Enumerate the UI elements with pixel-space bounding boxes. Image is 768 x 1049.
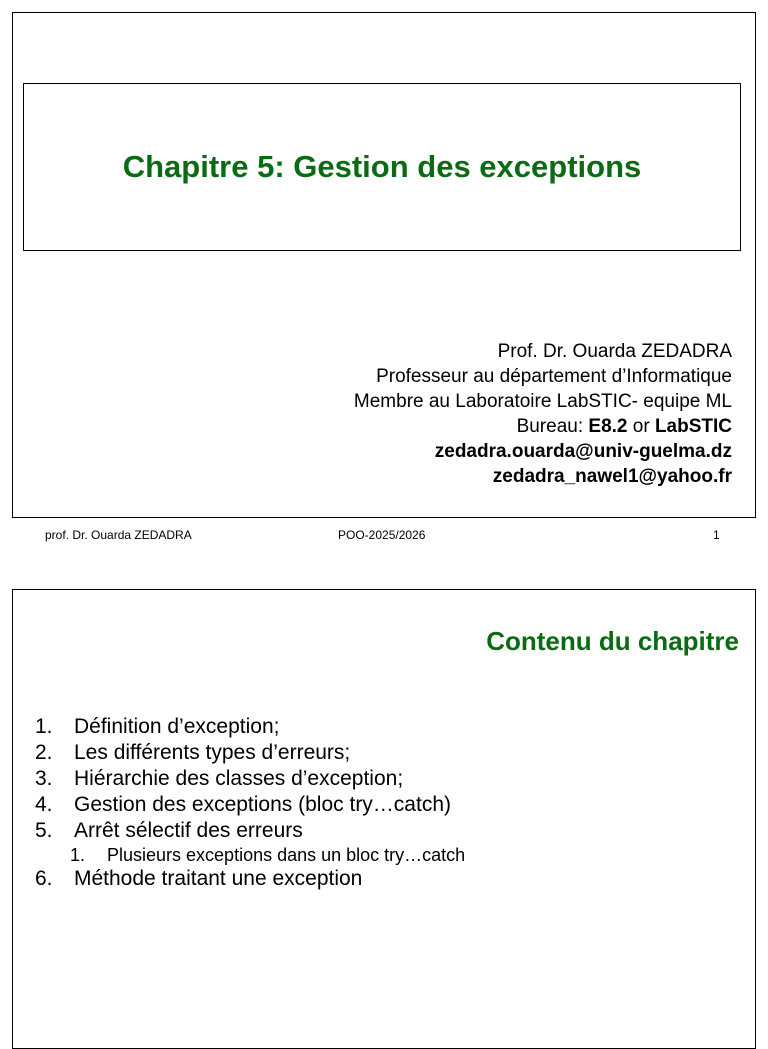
title-box [23,83,741,251]
footer-course: POO-2025/2026 [338,528,426,542]
list-item-text: Les différents types d’erreurs; [74,741,351,764]
list-item-number: 1. [35,715,53,738]
list-item [35,866,465,892]
list-item [35,818,465,844]
author-email-primary[interactable]: zedadra.ouarda@univ-guelma.dz [434,441,732,462]
list-item-number: 4. [35,793,53,816]
list-item [35,714,465,740]
list-item [35,792,465,818]
list-item-text: Gestion des exceptions (bloc try…catch) [74,793,451,816]
office-or: or [627,416,655,437]
slide-2 [12,589,756,1049]
list-subitem [35,844,465,866]
list-item-text: Définition d’exception; [74,715,280,738]
list-item-number: 6. [35,867,53,890]
office-prefix: Bureau: [516,416,589,437]
list-item-number: 3. [35,767,53,790]
list-item-number: 5. [35,819,53,842]
list-item [35,740,465,766]
office-lab: LabSTIC [654,416,732,437]
author-role: Professeur au département d’Informatique [376,366,732,387]
author-office [354,414,732,439]
list-item-text: Arrêt sélectif des erreurs [74,819,303,842]
footer-page-number: 1 [713,528,720,542]
footer-author: prof. Dr. Ouarda ZEDADRA [45,528,192,542]
slide-title: Chapitre 5: Gestion des exceptions [122,149,642,184]
list-subitem-text: Plusieurs exceptions dans un bloc try…catch [107,845,466,865]
list-item-number: 2. [35,741,53,764]
office-room: E8.2 [588,416,628,437]
author-email-secondary[interactable]: zedadra_nawel1@yahoo.fr [492,466,732,487]
author-block [354,339,732,489]
author-lab: Membre au Laboratoire LabSTIC- equipe ML [353,391,732,412]
table-of-contents [35,714,465,892]
slide-1 [12,12,756,518]
list-item-text: Hiérarchie des classes d’exception; [74,767,404,790]
list-item [35,766,465,792]
section-heading: Contenu du chapitre [486,626,739,656]
list-subitem-number: 1. [70,845,86,865]
author-name: Prof. Dr. Ouarda ZEDADRA [497,341,732,362]
list-item-text: Méthode traitant une exception [74,867,363,890]
